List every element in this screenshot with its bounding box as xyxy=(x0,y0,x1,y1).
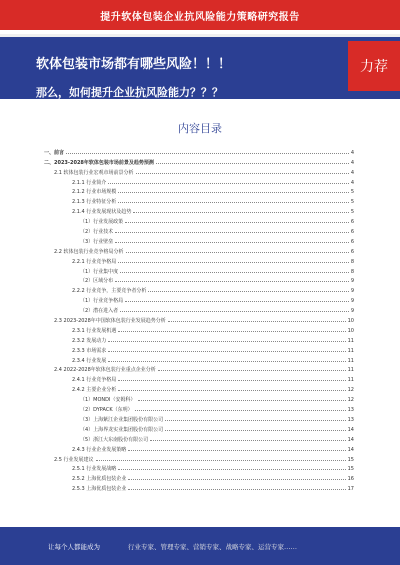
toc-entry[interactable] xyxy=(44,284,354,294)
toc-entry-page: 6 xyxy=(350,248,354,255)
report-title: 提升软体包装企业抗风险能力策略研究报告 xyxy=(100,11,300,23)
toc-entry-page: 11 xyxy=(347,367,354,374)
toc-entry-page: 5 xyxy=(350,199,354,206)
toc-entry[interactable] xyxy=(44,344,354,354)
toc-entry[interactable] xyxy=(44,304,354,314)
toc-entry-page: 9 xyxy=(350,278,354,285)
toc-entry-page: 11 xyxy=(347,347,354,354)
report-header-bar xyxy=(0,0,400,30)
toc-entry-label: 2.3.3 市场需求 xyxy=(72,347,107,354)
toc-entry[interactable] xyxy=(44,235,354,245)
toc-entry[interactable] xyxy=(44,393,354,403)
toc-entry[interactable] xyxy=(44,413,354,423)
toc-entry[interactable] xyxy=(44,433,354,443)
toc-leader xyxy=(108,351,345,352)
toc-entry-page: 13 xyxy=(347,407,354,414)
toc-leader xyxy=(136,173,349,174)
toc-entry[interactable] xyxy=(44,383,354,393)
footer-roles: 行业专家、管理专家、营销专家、战略专家、运营专家…… xyxy=(128,542,297,551)
toc-leader xyxy=(128,479,345,480)
headline-banner xyxy=(0,34,400,99)
toc-leader xyxy=(120,272,349,273)
toc-leader xyxy=(108,361,345,362)
toc-leader xyxy=(115,242,349,243)
toc-entry-label: （1）MONDI（安姆科） xyxy=(80,397,136,404)
toc-entry-page: 11 xyxy=(347,357,354,364)
toc-entry-page: 6 xyxy=(350,229,354,236)
toc-leader xyxy=(118,262,349,263)
toc-leader xyxy=(138,400,346,401)
toc-entry-label: （4）上海界龙实业集团股份有限公司 xyxy=(80,426,164,433)
toc-entry-page: 15 xyxy=(347,466,354,473)
toc-leader xyxy=(156,163,349,164)
toc-leader xyxy=(165,420,345,421)
toc-leader xyxy=(125,301,349,302)
toc-entry-label: 二、2023-2028年软体包装市场前景及趋势预测 xyxy=(44,159,154,166)
toc-entry-page: 6 xyxy=(350,219,354,226)
toc-entry-label: （1）行业集中度 xyxy=(80,268,119,275)
toc-entry[interactable] xyxy=(44,423,354,433)
toc-entry-label: （2）DYPACK（东明） xyxy=(80,407,133,414)
toc-entry-page: 4 xyxy=(350,159,354,166)
toc-entry-page: 14 xyxy=(347,436,354,443)
toc-entry-page: 12 xyxy=(347,387,354,394)
toc-entry[interactable] xyxy=(44,324,354,334)
toc-leader xyxy=(115,281,349,282)
toc-entry[interactable] xyxy=(44,205,354,215)
toc-entry[interactable] xyxy=(44,482,354,492)
toc-leader xyxy=(128,450,345,451)
toc-entry[interactable] xyxy=(44,255,354,265)
toc-entry-label: 2.2.2 行业竞争，主要竞争者分析 xyxy=(72,288,147,295)
toc-entry-page: 14 xyxy=(347,426,354,433)
table-of-contents xyxy=(44,146,354,492)
toc-entry-label: 2.3.2 发展动力 xyxy=(72,337,107,344)
toc-entry[interactable] xyxy=(44,195,354,205)
toc-entry[interactable] xyxy=(44,314,354,324)
toc-entry-label: 2.3.1 行业发展机遇 xyxy=(72,327,117,334)
toc-entry-page: 9 xyxy=(350,308,354,315)
toc-leader xyxy=(125,222,349,223)
toc-entry-label: 2.1.2 行业市场规模 xyxy=(72,189,117,196)
toc-leader xyxy=(148,291,348,292)
banner-subheadline: 那么，如何提升企业抗风险能力？？？ xyxy=(36,86,223,99)
footer-slogan: 让每个人都能成为 xyxy=(48,542,100,551)
toc-entry-page: 11 xyxy=(347,337,354,344)
toc-leader xyxy=(118,390,345,391)
toc-leader xyxy=(165,430,345,431)
toc-leader xyxy=(126,252,349,253)
toc-entry-label: 2.5.1 行业发展战略 xyxy=(72,466,117,473)
banner-headline: 软体包装市场都有哪些风险！！！ xyxy=(36,57,232,72)
toc-leader xyxy=(115,232,349,233)
toc-entry-label: 2.3.4 行业发展 xyxy=(72,357,107,364)
toc-entry-label: （3）行业壁垒 xyxy=(80,238,114,245)
toc-leader xyxy=(118,192,349,193)
toc-entry-label: （1）行业发展政策 xyxy=(80,219,124,226)
toc-entry[interactable] xyxy=(44,364,354,374)
toc-entry-label: 2.5 行业发展建议 xyxy=(54,456,94,463)
toc-leader xyxy=(118,469,345,470)
toc-leader xyxy=(135,410,346,411)
toc-leader xyxy=(120,311,349,312)
toc-leader xyxy=(133,212,348,213)
toc-entry[interactable] xyxy=(44,294,354,304)
toc-entry[interactable] xyxy=(44,176,354,186)
toc-entry-page: 5 xyxy=(350,189,354,196)
toc-entry-label: 2.4.3 行业企业发展策略 xyxy=(72,446,127,453)
toc-entry-page: 9 xyxy=(350,288,354,295)
toc-entry-label: 2.1.1 行业简介 xyxy=(72,179,107,186)
toc-entry[interactable] xyxy=(44,463,354,473)
toc-entry[interactable] xyxy=(44,146,354,156)
toc-entry[interactable] xyxy=(44,403,354,413)
toc-leader xyxy=(96,460,346,461)
toc-leader xyxy=(118,331,345,332)
toc-entry-label: 2.2.1 行业竞争格局 xyxy=(72,258,117,265)
toc-entry-label: 2.1.3 行业特征分析 xyxy=(72,199,117,206)
toc-leader xyxy=(108,341,345,342)
toc-entry[interactable] xyxy=(44,156,354,166)
toc-entry-page: 8 xyxy=(350,258,354,265)
toc-entry-label: （2）潜在进入者 xyxy=(80,308,119,315)
toc-entry-label: 2.5.2 上海优质包装企业 xyxy=(72,476,127,483)
toc-entry-label: 2.3 2023-2028年中国软体包装行业发展趋势分析 xyxy=(54,318,166,325)
toc-entry-label: 2.4 2022-2028年软体包装行业重点企业分析 xyxy=(54,367,156,374)
toc-entry-label: 2.2 软体包装行业竞争格局分析 xyxy=(54,248,124,255)
toc-entry[interactable] xyxy=(44,443,354,453)
toc-entry-page: 4 xyxy=(350,179,354,186)
toc-leader xyxy=(150,440,345,441)
toc-entry[interactable] xyxy=(44,215,354,225)
footer-bar xyxy=(0,527,400,565)
toc-leader xyxy=(108,183,349,184)
toc-entry-page: 11 xyxy=(347,377,354,384)
toc-leader xyxy=(118,202,349,203)
toc-leader xyxy=(168,321,346,322)
toc-entry-label: 2.4.2 主要企业分析 xyxy=(72,387,117,394)
toc-entry-label: 2.1.4 行业发展现状及趋势 xyxy=(72,209,132,216)
toc-entry-label: 2.4.1 行业竞争格局 xyxy=(72,377,117,384)
toc-entry-label: （1）行业竞争格局 xyxy=(80,298,124,305)
toc-entry[interactable] xyxy=(44,453,354,463)
toc-entry[interactable] xyxy=(44,186,354,196)
toc-leader xyxy=(158,370,346,371)
toc-entry[interactable] xyxy=(44,354,354,364)
toc-entry[interactable] xyxy=(44,373,354,383)
toc-entry[interactable] xyxy=(44,225,354,235)
toc-leader xyxy=(66,153,349,154)
toc-entry[interactable] xyxy=(44,245,354,255)
toc-entry-label: 2.5.3 上海优质包装企业 xyxy=(72,486,127,493)
toc-entry-page: 12 xyxy=(347,397,354,404)
toc-entry[interactable] xyxy=(44,275,354,285)
toc-entry-label: （2）区域分布 xyxy=(80,278,114,285)
toc-entry-label: 一、前言 xyxy=(44,149,65,156)
toc-leader xyxy=(128,489,345,490)
toc-title: 内容目录 xyxy=(178,122,222,135)
toc-entry-label: （2）行业技术 xyxy=(80,229,114,236)
toc-entry-page: 5 xyxy=(350,209,354,216)
toc-entry[interactable] xyxy=(44,472,354,482)
toc-entry-label: 2.1 软体包装行业宏观市场前景分析 xyxy=(54,169,134,176)
toc-entry[interactable] xyxy=(44,334,354,344)
toc-entry-page: 14 xyxy=(347,446,354,453)
toc-entry-page: 4 xyxy=(350,169,354,176)
toc-entry-page: 13 xyxy=(347,416,354,423)
toc-entry-page: 15 xyxy=(347,456,354,463)
toc-entry-page: 4 xyxy=(350,149,354,156)
toc-entry-label: （5）浙江大东南股份有限公司 xyxy=(80,436,149,443)
toc-entry-page: 10 xyxy=(347,318,354,325)
toc-entry-page: 17 xyxy=(347,486,354,493)
toc-entry-label: （3）上海紫江企业集团股份有限公司 xyxy=(80,416,164,423)
toc-entry[interactable] xyxy=(44,265,354,275)
toc-leader xyxy=(118,380,345,381)
toc-entry-page: 16 xyxy=(347,476,354,483)
toc-entry-page: 6 xyxy=(350,238,354,245)
toc-entry-page: 9 xyxy=(350,298,354,305)
brand-badge: 力荐 xyxy=(348,41,400,91)
toc-entry[interactable] xyxy=(44,166,354,176)
toc-entry-page: 10 xyxy=(347,327,354,334)
toc-entry-page: 8 xyxy=(350,268,354,275)
